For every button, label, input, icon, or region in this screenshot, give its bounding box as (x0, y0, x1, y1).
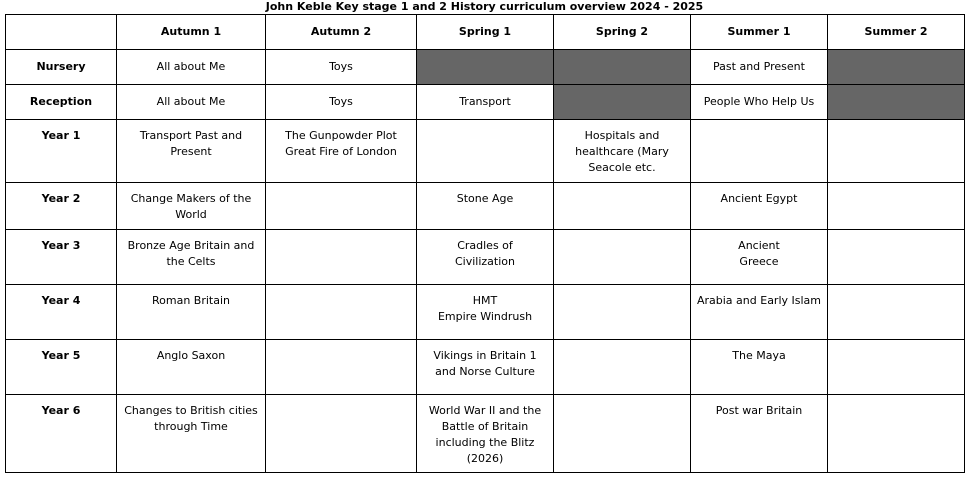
shaded-cell (828, 50, 965, 85)
document-title: John Keble Key stage 1 and 2 History curriculum overview 2024 - 2025 (265, 0, 704, 13)
table-row (6, 85, 965, 120)
table-cell (554, 183, 691, 230)
cell-text: Post war Britain (715, 404, 803, 417)
cell-text: Seacole etc. (588, 161, 656, 174)
table-cell (554, 285, 691, 340)
cell-text: healthcare (Mary (575, 145, 669, 158)
table-cell (266, 120, 417, 183)
cell-text: Present (170, 145, 212, 158)
shaded-cell (417, 50, 554, 85)
table-row (6, 395, 965, 473)
cell-text: (2026) (466, 452, 504, 465)
cell-text: Ancient Egypt (720, 192, 798, 205)
table-cell (417, 230, 554, 285)
cell-text: HMT (472, 294, 498, 307)
row-header: Year 3 (6, 230, 117, 285)
row-header: Year 6 (6, 395, 117, 473)
table-cell (691, 50, 828, 85)
table-cell (691, 120, 828, 183)
header-row (6, 15, 965, 50)
table-cell (417, 85, 554, 120)
cell-text: the Celts (166, 255, 216, 268)
table-cell (691, 230, 828, 285)
column-header-autumn-2: Autumn 2 (266, 15, 417, 50)
column-header-spring-2: Spring 2 (554, 15, 691, 50)
table-cell (417, 395, 554, 473)
table-row (6, 50, 965, 85)
table-cell (828, 395, 965, 473)
cell-text: Vikings in Britain 1 (433, 349, 537, 362)
cell-text: Transport (459, 95, 511, 108)
table-cell (117, 120, 266, 183)
corner-header (6, 15, 117, 50)
table-cell (117, 340, 266, 395)
table-cell (266, 50, 417, 85)
cell-text: Anglo Saxon (156, 349, 226, 362)
cell-text: through Time (154, 420, 228, 433)
column-header-autumn-1: Autumn 1 (117, 15, 266, 50)
cell-text: Roman Britain (151, 294, 230, 307)
table-cell (691, 285, 828, 340)
cell-text: World (175, 208, 207, 221)
table-cell (266, 285, 417, 340)
column-header-summer-1: Summer 1 (691, 15, 828, 50)
table-cell (117, 395, 266, 473)
row-header: Reception (6, 85, 117, 120)
curriculum-table (5, 14, 965, 473)
table-cell (691, 85, 828, 120)
shaded-cell (554, 85, 691, 120)
cell-text: Empire Windrush (437, 310, 533, 323)
column-header-spring-1: Spring 1 (417, 15, 554, 50)
table-cell (828, 285, 965, 340)
cell-text: Battle of Britain (441, 420, 529, 433)
cell-text: Change Makers of the (130, 192, 252, 205)
cell-text: World War II and the (428, 404, 542, 417)
table-cell (117, 183, 266, 230)
cell-text: Transport Past and (139, 129, 243, 142)
table-cell (828, 183, 965, 230)
cell-text: Toys (329, 95, 353, 108)
table-row (6, 285, 965, 340)
cell-text: and Norse Culture (435, 365, 535, 378)
table-cell (828, 340, 965, 395)
cell-text: People Who Help Us (703, 95, 815, 108)
cell-text: Bronze Age Britain and (127, 239, 255, 252)
table-cell (828, 230, 965, 285)
table-cell (417, 183, 554, 230)
cell-text: Stone Age (456, 192, 514, 205)
cell-text: Greece (739, 255, 779, 268)
cell-text: The Maya (732, 349, 786, 362)
table-cell (417, 340, 554, 395)
table-row (6, 120, 965, 183)
table-cell (266, 340, 417, 395)
table-cell (266, 183, 417, 230)
cell-text: including the Blitz (435, 436, 535, 449)
table-row (6, 183, 965, 230)
table-cell (691, 183, 828, 230)
cell-text: Cradles of (457, 239, 513, 252)
cell-text: Hospitals and (584, 129, 660, 142)
row-header: Nursery (6, 50, 117, 85)
table-cell (691, 395, 828, 473)
table-cell (266, 230, 417, 285)
table-row (6, 230, 965, 285)
column-header-summer-2: Summer 2 (828, 15, 965, 50)
cell-text: The Gunpowder Plot (285, 129, 397, 142)
table-row (6, 340, 965, 395)
table-cell (554, 395, 691, 473)
cell-text: Ancient (738, 239, 780, 252)
table-cell (417, 120, 554, 183)
table-cell (117, 50, 266, 85)
table-cell (117, 285, 266, 340)
row-header: Year 5 (6, 340, 117, 395)
cell-text: Past and Present (713, 60, 805, 73)
table-cell (554, 340, 691, 395)
table-cell (554, 230, 691, 285)
table-cell (417, 285, 554, 340)
table-cell (266, 85, 417, 120)
cell-text: Arabia and Early Islam (696, 294, 822, 307)
cell-text: Civilization (454, 255, 515, 268)
cell-text: All about Me (156, 95, 226, 108)
row-header: Year 1 (6, 120, 117, 183)
table-cell (117, 85, 266, 120)
table-cell (554, 120, 691, 183)
shaded-cell (828, 85, 965, 120)
shaded-cell (554, 50, 691, 85)
table-cell (691, 340, 828, 395)
cell-text: Great Fire of London (285, 145, 397, 158)
cell-text: All about Me (156, 60, 226, 73)
table-cell (117, 230, 266, 285)
cell-text: Toys (329, 60, 353, 73)
row-header: Year 2 (6, 183, 117, 230)
table-cell (266, 395, 417, 473)
table-cell (828, 120, 965, 183)
row-header: Year 4 (6, 285, 117, 340)
cell-text: Changes to British cities (124, 404, 258, 417)
